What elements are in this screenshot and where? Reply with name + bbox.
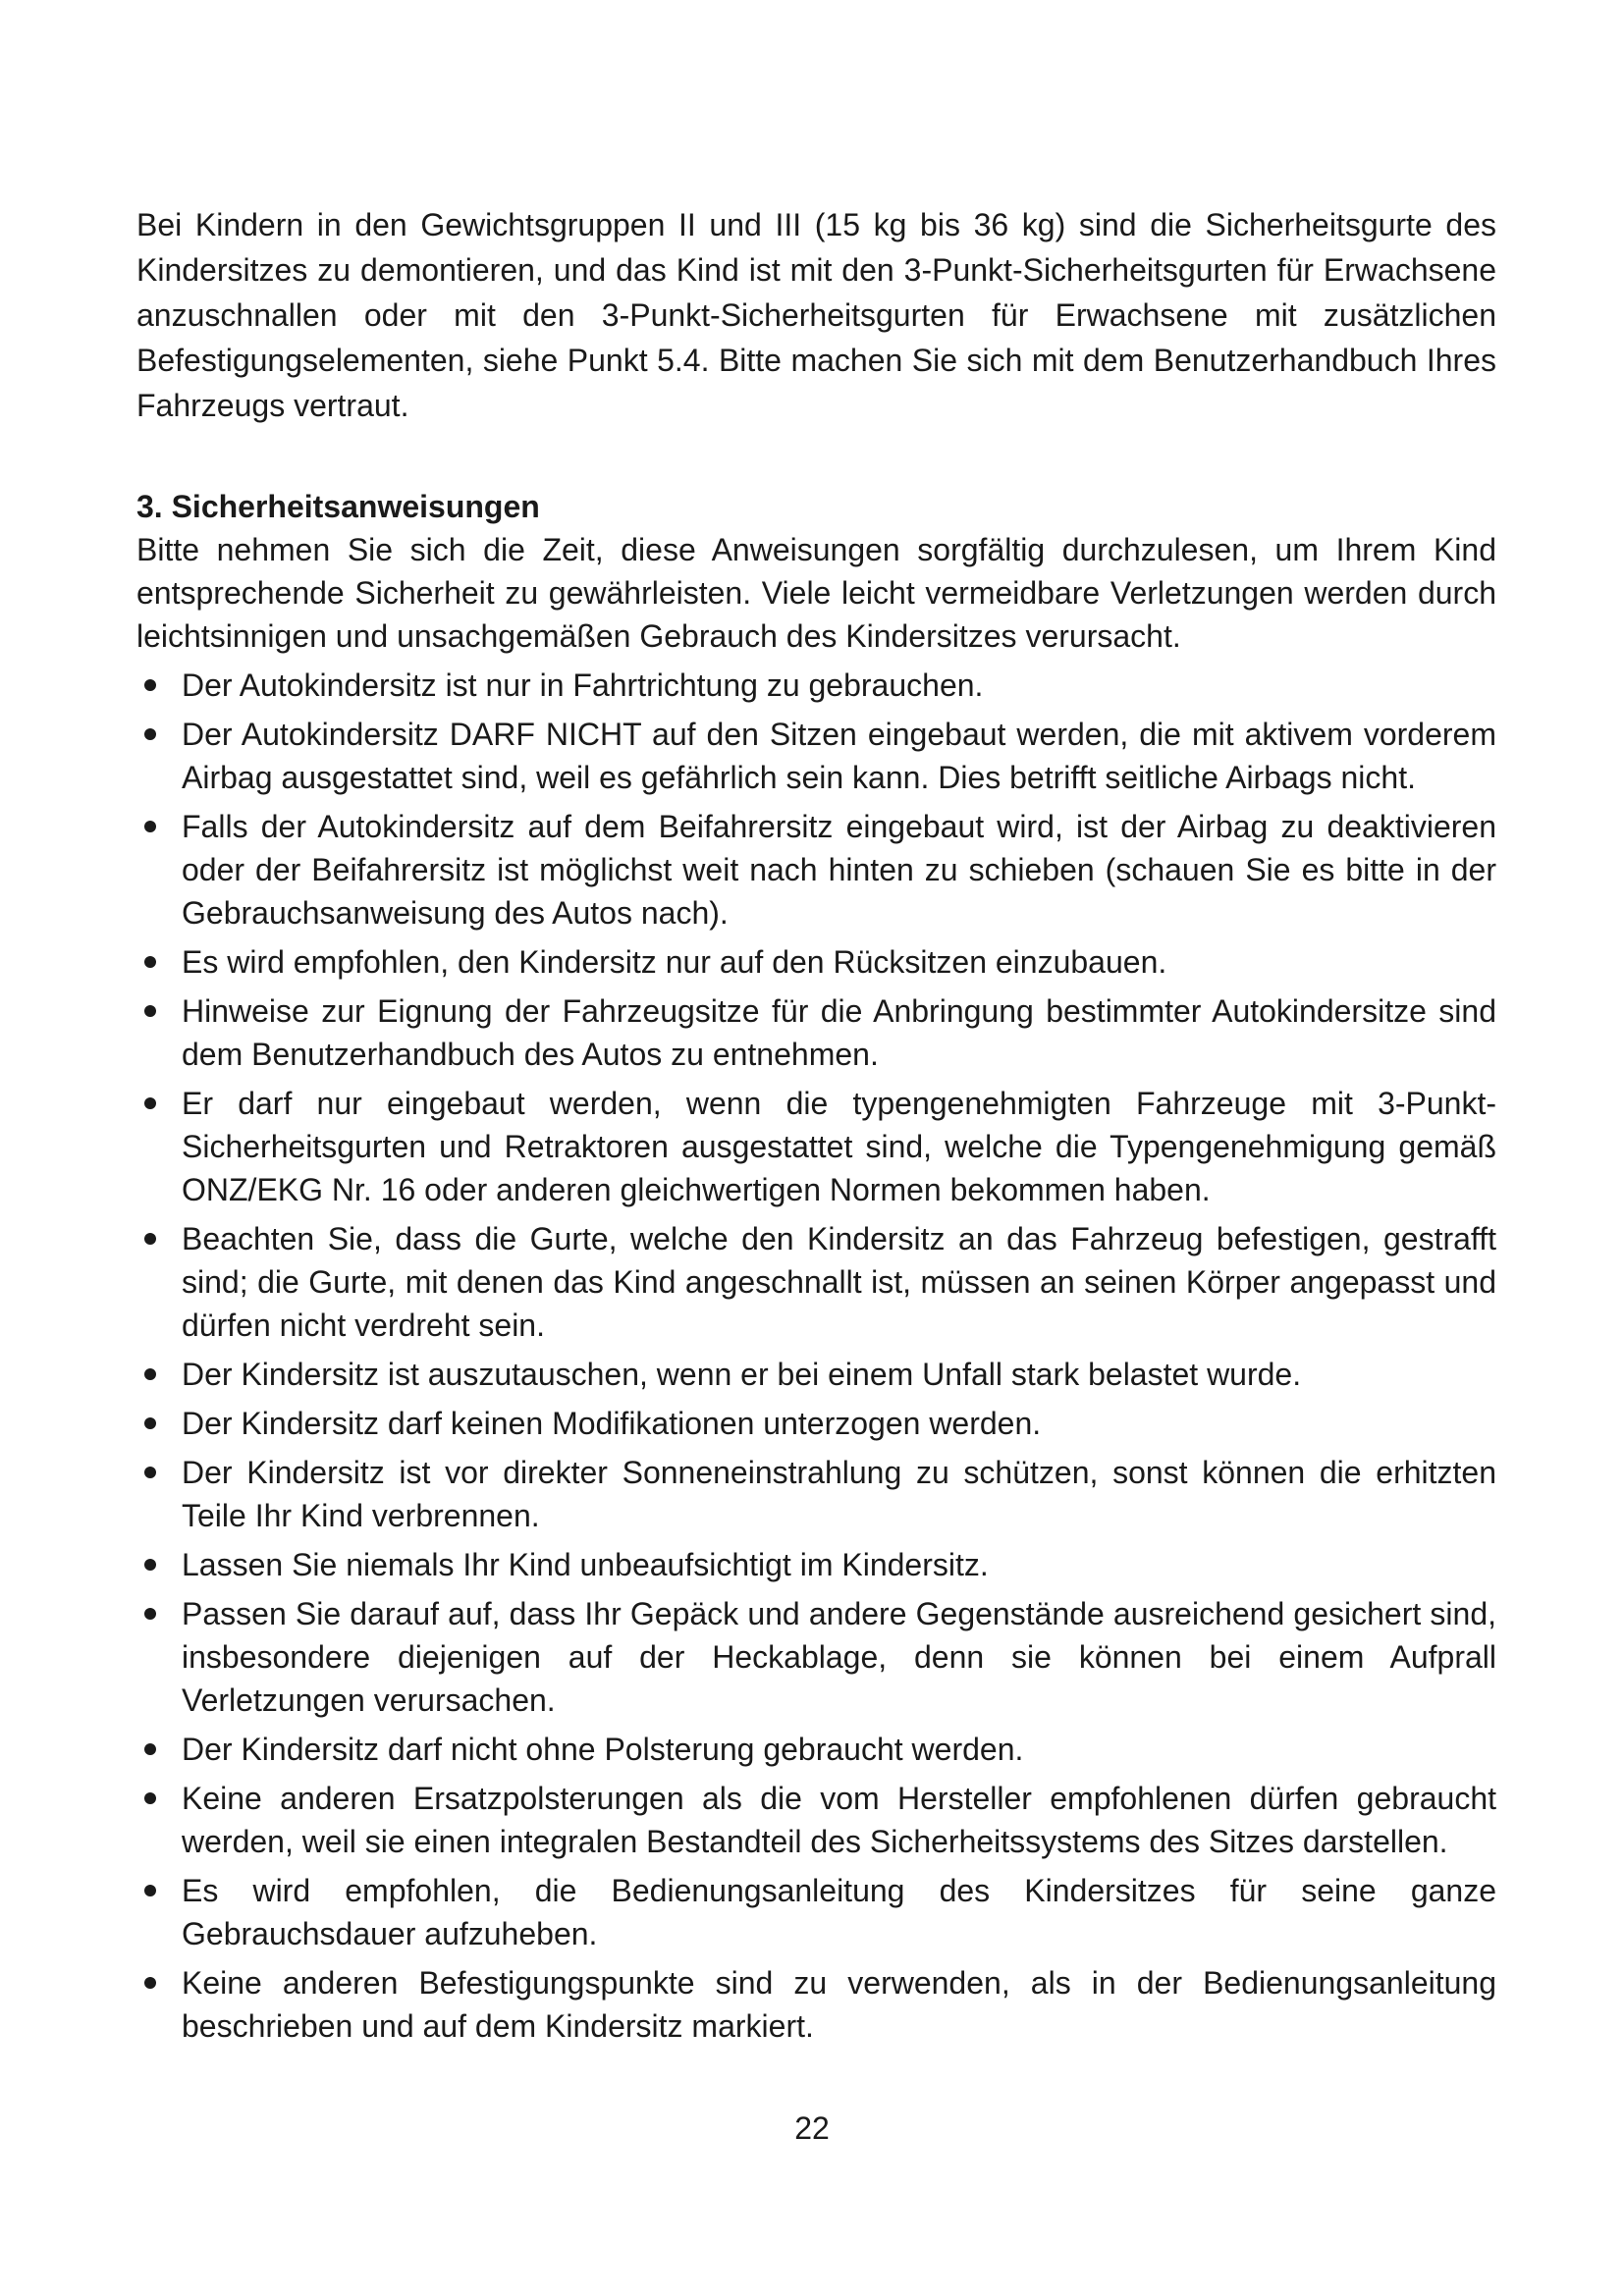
list-item-text: Es wird empfohlen, die Bedienungsanleitung des Kindersitzes für seine ganze Gebrauchsdauer aufzuheben.	[182, 1873, 1496, 1951]
list-item-text: Keine anderen Ersatzpolsterungen als die vom Hersteller empfohlenen dürfen gebraucht werden, weil sie einen integralen Bestandteil des Sicherheitssystems des Sitzes darstellen.	[182, 1781, 1496, 1859]
section-heading: 3. Sicherheitsanweisungen	[136, 489, 540, 524]
list-item	[136, 1777, 1496, 1863]
list-item-text: Falls der Autokindersitz auf dem Beifahrersitz eingebaut wird, ist der Airbag zu deaktivieren oder der Beifahrersitz ist möglichst weit nach hinten zu schieben (schauen Sie es bitte in der Gebrauchsanweisung des Autos nach).	[182, 809, 1496, 931]
list-item	[136, 940, 1496, 984]
list-item	[136, 1592, 1496, 1722]
bullet-icon	[144, 679, 156, 691]
list-item-text: Er darf nur eingebaut werden, wenn die typengenehmigten Fahrzeuge mit 3-Punkt-Sicherheitsgurten und Retraktoren ausgestattet sind, welche die Typengenehmigung gemäß ONZ/EKG Nr. 16 oder anderen gleichwertigen Normen bekommen haben.	[182, 1086, 1496, 1207]
list-item-text: Es wird empfohlen, den Kindersitz nur auf den Rücksitzen einzubauen.	[182, 944, 1167, 980]
list-item-text: Der Autokindersitz DARF NICHT auf den Sitzen eingebaut werden, die mit aktivem vorderem Airbag ausgestattet sind, weil es gefährlich sein kann. Dies betrifft seitliche Airbags nicht.	[182, 717, 1496, 795]
bullet-icon	[144, 1097, 156, 1109]
list-item	[136, 1728, 1496, 1771]
list-item-text: Passen Sie darauf auf, dass Ihr Gepäck und andere Gegenstände ausreichend gesichert sind, insbesondere diejenigen auf der Heckablage, denn sie können bei einem Aufprall Verletzungen verursachen.	[182, 1596, 1496, 1718]
list-item	[136, 1543, 1496, 1586]
list-item	[136, 1217, 1496, 1347]
bullet-icon	[144, 956, 156, 968]
list-item	[136, 1353, 1496, 1396]
page-number: 22	[794, 2110, 830, 2146]
list-item-text: Der Kindersitz ist auszutauschen, wenn er bei einem Unfall stark belastet wurde.	[182, 1357, 1302, 1392]
bullet-icon	[144, 1559, 156, 1571]
bullet-icon	[144, 1368, 156, 1380]
bullet-icon	[144, 1885, 156, 1896]
bullet-icon	[144, 1233, 156, 1245]
list-item	[136, 664, 1496, 707]
list-item-text: Der Kindersitz darf keinen Modifikationen unterzogen werden.	[182, 1406, 1042, 1441]
list-item	[136, 989, 1496, 1076]
list-item	[136, 1869, 1496, 1955]
bullet-icon	[144, 1005, 156, 1017]
bullet-icon	[144, 1977, 156, 1989]
bullet-icon	[144, 728, 156, 740]
list-item-text: Lassen Sie niemals Ihr Kind unbeaufsichtigt im Kindersitz.	[182, 1547, 989, 1582]
page-content	[136, 202, 1496, 2048]
list-item-text: Der Autokindersitz ist nur in Fahrtrichtung zu gebrauchen.	[182, 667, 984, 703]
section-intro-paragraph: Bitte nehmen Sie sich die Zeit, diese Anweisungen sorgfältig durchzulesen, um Ihrem Kind entsprechende Sicherheit zu gewährleisten. Viele leicht vermeidbare Verletzungen werden durch leichtsinnigen und unsachgemäßen Gebrauch des Kindersitzes verursacht.	[136, 532, 1496, 654]
bullet-icon	[144, 1792, 156, 1804]
list-item-text: Beachten Sie, dass die Gurte, welche den Kindersitz an das Fahrzeug befestigen, gestrafft sind; die Gurte, mit denen das Kind angeschnallt ist, müssen an seinen Körper angepasst und dürfen nicht verdreht sein.	[182, 1221, 1496, 1343]
list-item	[136, 1961, 1496, 2048]
list-item	[136, 713, 1496, 799]
list-item	[136, 1402, 1496, 1445]
list-item	[136, 805, 1496, 934]
intro-paragraph: Bei Kindern in den Gewichtsgruppen II und III (15 kg bis 36 kg) sind die Sicherheitsgurte des Kindersitzes zu demontieren, und das Kind ist mit den 3-Punkt-Sicherheitsgurten für Erwachsene anzuschnallen oder mit den 3-Punkt-Sicherheitsgurten für Erwachsene mit zusätzlichen Befestigungselementen, siehe Punkt 5.4. Bitte machen Sie sich mit dem Benutzerhandbuch Ihres Fahrzeugs vertraut.	[136, 207, 1496, 423]
list-item-text: Hinweise zur Eignung der Fahrzeugsitze für die Anbringung bestimmter Autokindersitze sind dem Benutzerhandbuch des Autos zu entnehmen.	[182, 993, 1496, 1072]
list-item-text: Der Kindersitz ist vor direkter Sonneneinstrahlung zu schützen, sonst können die erhitzten Teile Ihr Kind verbrennen.	[182, 1455, 1496, 1533]
list-item	[136, 1451, 1496, 1537]
list-item	[136, 1082, 1496, 1211]
list-item-text: Keine anderen Befestigungspunkte sind zu verwenden, als in der Bedienungsanleitung beschrieben und auf dem Kindersitz markiert.	[182, 1965, 1496, 2044]
list-item-text: Der Kindersitz darf nicht ohne Polsterung gebraucht werden.	[182, 1732, 1024, 1767]
bullet-icon	[144, 821, 156, 832]
bullet-icon	[144, 1417, 156, 1429]
bullet-icon	[144, 1467, 156, 1478]
bullet-icon	[144, 1743, 156, 1755]
bullet-icon	[144, 1608, 156, 1620]
safety-instructions-list	[136, 664, 1496, 2048]
